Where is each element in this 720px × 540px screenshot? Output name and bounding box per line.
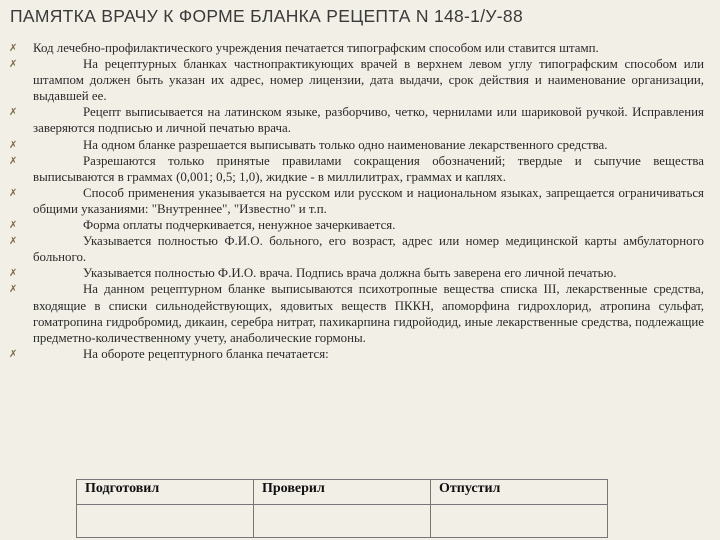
list-item — [0, 265, 720, 281]
x-bullet-icon: ✗ — [9, 220, 18, 232]
list-item — [0, 104, 720, 136]
x-bullet-icon: ✗ — [9, 187, 18, 199]
header-checked: Проверил — [254, 480, 431, 505]
list-item-text: Указывается полностью Ф.И.О. больного, его возраст, адрес или номер медицинской карты амбулаторного больного. — [33, 234, 704, 265]
list-item-text: На одном бланке разрешается выписывать только одно наименование лекарственного средства. — [83, 137, 608, 152]
list-item-text: Рецепт выписывается на латинском языке, разборчиво, четко, чернилами или шариковой ручкой. Исправления заверяются подписью и личной печатью врача. — [33, 105, 704, 136]
x-bullet-icon: ✗ — [9, 348, 18, 360]
table-row — [77, 505, 608, 538]
list-item-text: На обороте рецептурного бланка печатается: — [83, 346, 329, 361]
list-item — [0, 56, 720, 104]
list-item — [0, 346, 720, 362]
x-bullet-icon: ✗ — [9, 43, 18, 54]
x-bullet-icon: ✗ — [9, 155, 18, 167]
prescription-back-table — [76, 479, 608, 538]
list-item — [0, 217, 720, 233]
list-item-text: Форма оплаты подчеркивается, ненужное зачеркивается. — [83, 218, 396, 233]
x-bullet-icon: ✗ — [9, 59, 18, 71]
list-item — [0, 153, 720, 185]
x-bullet-icon: ✗ — [9, 284, 18, 296]
list-item-text: Разрешаются только принятые правилами сокращения обозначений; твердые и сыпучие вещества выписываются в граммах (0,001; 0,5; 1,0), жидкие - в миллилитрах, граммах и каплях. — [33, 153, 704, 184]
list-item — [0, 233, 720, 265]
table-header-row — [77, 480, 608, 505]
x-bullet-icon: ✗ — [9, 139, 18, 151]
page-title: ПАМЯТКА ВРАЧУ К ФОРМЕ БЛАНКА РЕЦЕПТА N 148-1/У-88 — [10, 6, 523, 26]
x-bullet-icon: ✗ — [9, 107, 18, 119]
list-item — [0, 185, 720, 217]
list-item — [0, 137, 720, 153]
list-item-text: На рецептурных бланках частнопрактикующих врачей в верхнем левом углу типографским способом или штампом должен быть указан их адрес, номер лицензии, дата выдачи, срок действия и наименование организации, выдавшей ее. — [33, 57, 704, 104]
x-bullet-icon: ✗ — [9, 236, 18, 248]
list-item-text: Указывается полностью Ф.И.О. врача. Подпись врача должна быть заверена его личной печатью. — [83, 266, 617, 281]
empty-cell — [77, 505, 254, 538]
empty-cell — [254, 505, 431, 538]
list-item — [0, 281, 720, 345]
list-item-text: На данном рецептурном бланке выписываются психотропные вещества списка III, лекарственные средства, входящие в списки сильнодействующих, ядовитых веществ ПККН, апоморфина гидрохлорид, атропина сульфат, гоматропина гидробромид, дикаин, серебра нитрат, пахикарпина гидройодид, иные лекарственные средства, подлежащие предметно-количественному учету, анаболические гормоны. — [33, 282, 704, 345]
memo-list — [0, 40, 720, 362]
empty-cell — [431, 505, 608, 538]
x-bullet-icon: ✗ — [9, 268, 18, 280]
header-dispensed: Отпустил — [431, 480, 608, 505]
list-item-text: Код лечебно-профилактического учреждения печатается типографским способом или ставится штамп. — [33, 41, 599, 55]
list-item-text: Способ применения указывается на русском или русском и национальном языках, запрещается ограничиваться общими указаниями: "Внутреннее", "Известно" и т.п. — [33, 185, 704, 216]
list-item — [0, 40, 720, 56]
header-prepared: Подготовил — [77, 480, 254, 505]
